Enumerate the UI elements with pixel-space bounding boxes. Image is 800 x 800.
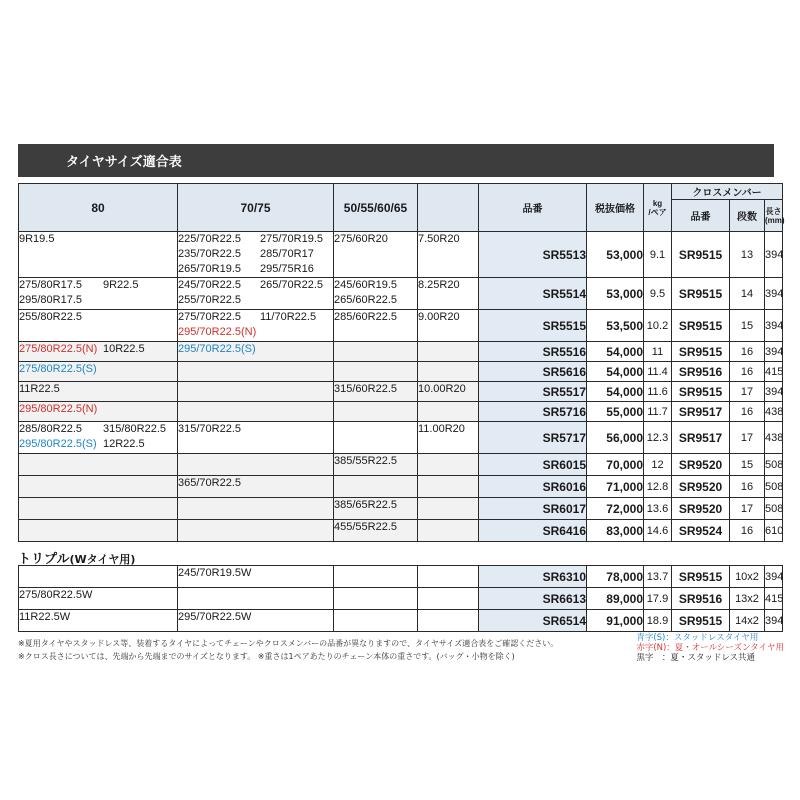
cross-length: 415 (765, 588, 783, 610)
cross-part: SR9517 (672, 422, 730, 454)
part-number: SR5516 (479, 342, 587, 362)
cross-length: 415 (765, 362, 783, 382)
col-50-65 (334, 310, 418, 342)
weight: 11.6 (644, 382, 672, 402)
header-kg-per: /ペア (648, 207, 667, 217)
header-kg (644, 184, 672, 232)
part-number: SR5517 (479, 382, 587, 402)
col-80 (19, 342, 178, 362)
cross-count: 10x2 (730, 566, 765, 588)
cross-count: 16 (730, 402, 765, 422)
col-80 (19, 454, 178, 476)
cross-part: SR9515 (672, 232, 730, 278)
weight: 12.3 (644, 422, 672, 454)
weight: 12.8 (644, 476, 672, 498)
tire-size: 9R19.5 (19, 233, 55, 245)
weight: 11.4 (644, 362, 672, 382)
tire-size: 455/55R22.5 (334, 521, 397, 533)
cross-count: 16 (730, 476, 765, 498)
cross-length: 394 (765, 232, 783, 278)
cross-length: 394 (765, 310, 783, 342)
col-70-75 (178, 422, 334, 454)
tire-size: 11/70R22.5 (260, 311, 317, 323)
tire-size: 275/80R17.5 (19, 279, 82, 291)
col-80 (19, 422, 178, 454)
col-80 (19, 382, 178, 402)
tire-size: 295/70R22.5W (178, 611, 252, 623)
tire-size: 9.00R20 (418, 311, 460, 323)
col-80 (19, 566, 178, 588)
tire-size: 275/70R19.5 (260, 233, 323, 245)
cross-length: 610 (765, 520, 783, 542)
header-cross-length-unit: (mm) (765, 215, 785, 225)
tire-size: 295/80R22.5(S) (19, 438, 97, 450)
tire-size: 385/55R22.5 (334, 455, 397, 467)
col-80 (19, 498, 178, 520)
cross-count: 17 (730, 422, 765, 454)
cross-part: SR9520 (672, 454, 730, 476)
tire-size: 265/70R22.5 (260, 279, 323, 291)
tire-size: 285/70R17 (260, 248, 314, 260)
cross-length: 394 (765, 382, 783, 402)
col-extra (418, 498, 479, 520)
col-50-65 (334, 382, 418, 402)
col-extra (418, 232, 479, 278)
price: 56,000 (587, 422, 644, 454)
tire-size: 295/70R22.5(S) (178, 343, 256, 355)
tire-size: 295/80R22.5(N) (19, 403, 98, 415)
color-legend (636, 633, 784, 663)
header-cross-length-label: 長さ (765, 206, 782, 216)
table-row (19, 566, 783, 588)
tire-size: 7.50R20 (418, 233, 460, 245)
col-50-65 (334, 498, 418, 520)
cross-part: SR9517 (672, 402, 730, 422)
col-70-75 (178, 520, 334, 542)
price: 89,000 (587, 588, 644, 610)
cross-part: SR9515 (672, 310, 730, 342)
col-80 (19, 362, 178, 382)
part-number: SR6015 (479, 454, 587, 476)
part-number: SR6310 (479, 566, 587, 588)
weight: 11 (644, 342, 672, 362)
tire-size: 12R22.5 (103, 438, 145, 450)
legend-red: 赤字(N)：夏・オールシーズンタイヤ用 (636, 643, 784, 653)
tire-size: 11R22.5 (19, 383, 60, 395)
price: 54,000 (587, 382, 644, 402)
weight: 12 (644, 454, 672, 476)
price: 70,000 (587, 454, 644, 476)
part-number: SR5717 (479, 422, 587, 454)
col-extra (418, 454, 479, 476)
price: 53,500 (587, 310, 644, 342)
tire-size: 275/80R22.5(S) (19, 363, 97, 375)
tire-size: 265/70R19.5 (178, 263, 241, 275)
cross-length: 394 (765, 278, 783, 310)
tire-size: 275/70R22.5 (178, 311, 241, 323)
header-cross-length (765, 200, 783, 232)
col-50-65 (334, 566, 418, 588)
cross-part: SR9524 (672, 520, 730, 542)
col-70-75 (178, 454, 334, 476)
header-80: 80 (19, 184, 178, 232)
col-70-75 (178, 232, 334, 278)
table-row (19, 232, 783, 278)
col-70-75 (178, 382, 334, 402)
col-80 (19, 232, 178, 278)
cross-count: 15 (730, 310, 765, 342)
col-50-65 (334, 422, 418, 454)
cross-count: 14 (730, 278, 765, 310)
header-cross-member: クロスメンバー (672, 184, 783, 200)
tire-size: 365/70R22.5 (178, 477, 241, 489)
col-extra (418, 476, 479, 498)
weight: 14.6 (644, 520, 672, 542)
col-70-75 (178, 342, 334, 362)
cross-part: SR9515 (672, 342, 730, 362)
price: 55,000 (587, 402, 644, 422)
cross-part: SR9515 (672, 382, 730, 402)
weight: 11.7 (644, 402, 672, 422)
col-extra (418, 278, 479, 310)
col-70-75 (178, 610, 334, 632)
cross-length: 394 (765, 342, 783, 362)
tire-size: 255/70R22.5 (178, 294, 241, 306)
cross-part: SR9515 (672, 566, 730, 588)
col-50-65 (334, 610, 418, 632)
cross-length: 394 (765, 610, 783, 632)
col-80 (19, 278, 178, 310)
note-1: ※夏用タイヤやスタッドレス等、装着するタイヤによってチェーンやクロスメンバーの品番が異なりますので、タイヤサイズ適合表をご確認ください。 (18, 639, 559, 648)
cross-count: 17 (730, 382, 765, 402)
tire-size: 10.00R20 (418, 383, 466, 395)
tire-size: 265/60R22.5 (334, 294, 397, 306)
cross-part: SR9520 (672, 498, 730, 520)
cross-part: SR9520 (672, 476, 730, 498)
tire-size-table (18, 183, 783, 542)
cross-part: SR9515 (672, 610, 730, 632)
part-number: SR6017 (479, 498, 587, 520)
tire-size: 255/80R22.5 (19, 311, 82, 323)
cross-length: 508 (765, 498, 783, 520)
triple-body (19, 566, 783, 632)
header-extra (418, 184, 479, 232)
price: 83,000 (587, 520, 644, 542)
tire-size: 275/80R22.5(N) (19, 343, 98, 355)
col-70-75 (178, 402, 334, 422)
table-row (19, 362, 783, 382)
col-extra (418, 362, 479, 382)
cross-count: 15 (730, 454, 765, 476)
tire-size: 9R22.5 (103, 279, 139, 291)
col-50-65 (334, 232, 418, 278)
col-70-75 (178, 362, 334, 382)
tire-size: 295/80R17.5 (19, 294, 82, 306)
col-extra (418, 422, 479, 454)
price: 78,000 (587, 566, 644, 588)
tire-size: 11.00R20 (418, 423, 465, 435)
col-50-65 (334, 402, 418, 422)
legend-black: 黒字 ：夏・スタッドレス共通 (636, 653, 756, 663)
col-80 (19, 520, 178, 542)
table-row (19, 588, 783, 610)
tire-size: 245/60R19.5 (334, 279, 397, 291)
col-80 (19, 310, 178, 342)
table-row (19, 422, 783, 454)
col-50-65 (334, 454, 418, 476)
col-70-75 (178, 566, 334, 588)
price: 54,000 (587, 342, 644, 362)
cross-count: 14x2 (730, 610, 765, 632)
cross-part: SR9515 (672, 278, 730, 310)
triple-table (18, 565, 783, 632)
cross-count: 16 (730, 362, 765, 382)
tire-size: 315/60R22.5 (334, 383, 397, 395)
cross-length: 438 (765, 422, 783, 454)
table-row (19, 520, 783, 542)
table-row (19, 454, 783, 476)
col-80 (19, 610, 178, 632)
weight: 13.6 (644, 498, 672, 520)
header-price: 税抜価格 (587, 184, 644, 232)
part-number: SR5515 (479, 310, 587, 342)
col-extra (418, 610, 479, 632)
cross-count: 16 (730, 520, 765, 542)
part-number: SR6613 (479, 588, 587, 610)
table-row (19, 476, 783, 498)
cross-count: 13x2 (730, 588, 765, 610)
header-part: 品番 (479, 184, 587, 232)
part-number: SR5616 (479, 362, 587, 382)
col-70-75 (178, 498, 334, 520)
header-50-65: 50/55/60/65 (334, 184, 418, 232)
col-80 (19, 402, 178, 422)
part-number: SR6514 (479, 610, 587, 632)
part-number: SR6416 (479, 520, 587, 542)
col-70-75 (178, 310, 334, 342)
cross-count: 17 (730, 498, 765, 520)
cross-length: 508 (765, 476, 783, 498)
weight: 18.9 (644, 610, 672, 632)
triple-title: トリプル (18, 552, 70, 567)
weight: 9.5 (644, 278, 672, 310)
tire-size: 385/65R22.5 (334, 499, 397, 511)
table-row (19, 498, 783, 520)
price: 91,000 (587, 610, 644, 632)
cross-length: 438 (765, 402, 783, 422)
part-number: SR5513 (479, 232, 587, 278)
tire-size: 275/80R22.5W (19, 589, 93, 601)
cross-length: 508 (765, 454, 783, 476)
col-80 (19, 476, 178, 498)
tire-size: 285/60R22.5 (334, 311, 397, 323)
page-title: タイヤサイズ適合表 (66, 155, 182, 170)
col-extra (418, 402, 479, 422)
col-50-65 (334, 362, 418, 382)
tire-size: 315/80R22.5 (103, 423, 166, 435)
part-number: SR5716 (479, 402, 587, 422)
col-extra (418, 520, 479, 542)
header-kg-unit: kg (652, 198, 663, 208)
col-70-75 (178, 278, 334, 310)
cross-part: SR9516 (672, 362, 730, 382)
header-cross-part: 品番 (672, 200, 730, 232)
tire-size: 285/80R22.5 (19, 423, 82, 435)
tire-size: 275/60R20 (334, 233, 388, 245)
cross-count: 13 (730, 232, 765, 278)
title-bar (18, 144, 774, 177)
col-50-65 (334, 342, 418, 362)
main-body (19, 232, 783, 542)
header-70-75: 70/75 (178, 184, 334, 232)
col-70-75 (178, 588, 334, 610)
table-row (19, 278, 783, 310)
tire-size: 295/70R22.5(N) (178, 326, 257, 338)
tire-size: 295/75R16 (260, 263, 314, 275)
price: 71,000 (587, 476, 644, 498)
table-row (19, 310, 783, 342)
price: 53,000 (587, 278, 644, 310)
col-50-65 (334, 476, 418, 498)
tire-size: 245/70R19.5W (178, 567, 252, 579)
cross-length: 394 (765, 566, 783, 588)
col-50-65 (334, 278, 418, 310)
col-extra (418, 588, 479, 610)
part-number: SR6016 (479, 476, 587, 498)
price: 72,000 (587, 498, 644, 520)
tire-size: 315/70R22.5 (178, 423, 241, 435)
weight: 10.2 (644, 310, 672, 342)
col-80 (19, 588, 178, 610)
table-row (19, 402, 783, 422)
col-50-65 (334, 520, 418, 542)
tire-size: 235/70R22.5 (178, 248, 241, 260)
col-extra (418, 382, 479, 402)
weight: 17.9 (644, 588, 672, 610)
tire-size: 225/70R22.5 (178, 233, 241, 245)
weight: 13.7 (644, 566, 672, 588)
weight: 9.1 (644, 232, 672, 278)
triple-subtitle: (Wタイヤ用) (69, 553, 136, 566)
cross-count: 16 (730, 342, 765, 362)
col-50-65 (334, 588, 418, 610)
legend-blue: 青字(S)：スタッドレスタイヤ用 (636, 633, 759, 643)
table-row (19, 610, 783, 632)
col-extra (418, 566, 479, 588)
header-cross-count: 段数 (730, 200, 765, 232)
tire-size: 11R22.5W (19, 611, 71, 623)
col-70-75 (178, 476, 334, 498)
part-number: SR5514 (479, 278, 587, 310)
tire-size: 10R22.5 (103, 343, 145, 355)
cross-part: SR9516 (672, 588, 730, 610)
price: 53,000 (587, 232, 644, 278)
col-extra (418, 310, 479, 342)
price: 54,000 (587, 362, 644, 382)
table-row (19, 342, 783, 362)
tire-size: 8.25R20 (418, 279, 460, 291)
col-extra (418, 342, 479, 362)
table-row (19, 382, 783, 402)
tire-size: 245/70R22.5 (178, 279, 241, 291)
note-2: ※クロス長さについては、先端から先端までのサイズとなります。 ※重さは1ペアあたりのチェーン本体の重さです。(バッグ・小物を除く) (18, 652, 515, 661)
